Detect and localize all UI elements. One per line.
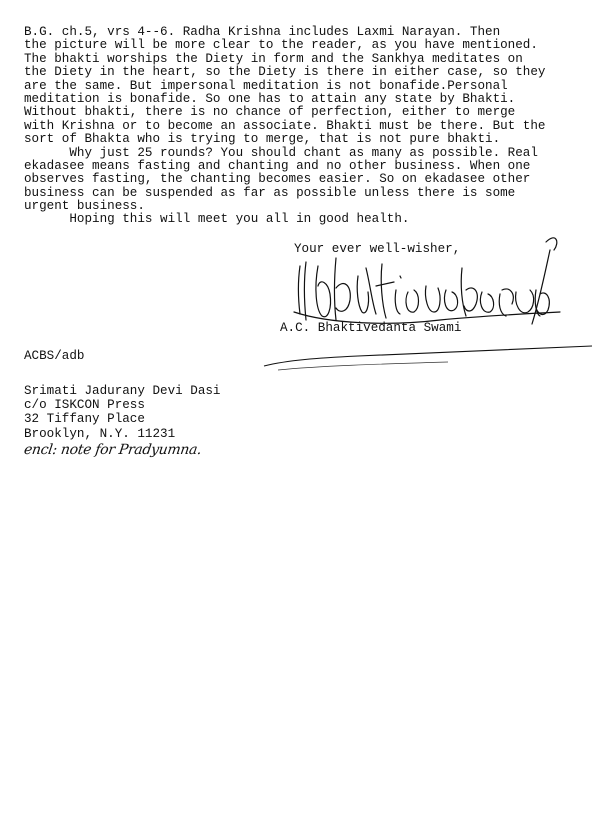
body-line: the picture will be more clear to the reader, as you have mentioned. bbox=[24, 38, 538, 53]
body-line: B.G. ch.5, vrs 4--6. Radha Krishna includes Laxmi Narayan. Then bbox=[24, 25, 501, 39]
body-line: sort of Bhakta who is trying to merge, that is not pure bhakti. bbox=[24, 132, 501, 147]
address-line: 32 Tiffany Place bbox=[24, 412, 145, 427]
letter-body bbox=[24, 26, 594, 227]
signature-flourish-line bbox=[258, 340, 598, 380]
body-line: meditation is bonafide. So one has to attain any state by Bhakti. bbox=[24, 91, 516, 106]
body-line: Hoping this will meet you all in good health. bbox=[24, 212, 410, 227]
body-line: urgent business. bbox=[24, 199, 145, 214]
body-line: ekadasee means fasting and chanting and no other business. When one bbox=[24, 158, 531, 173]
address-line: c/o ISKCON Press bbox=[24, 398, 145, 413]
signatory-name: A.C. Bhaktivedanta Swami bbox=[280, 321, 462, 335]
body-line: are the same. But impersonal meditation is not bonafide.Personal bbox=[24, 78, 508, 93]
body-line: Why just 25 rounds? You should chant as many as possible. Real bbox=[24, 145, 538, 160]
body-line: Without bhakti, there is no chance of perfection, either to merge bbox=[24, 105, 516, 120]
enclosure-note: encl: note for Pradyumna. bbox=[22, 442, 203, 458]
address-line: Brooklyn, N.Y. 11231 bbox=[24, 426, 176, 441]
body-line: business can be suspended as far as possible unless there is some bbox=[24, 185, 516, 200]
reference-initials: ACBS/adb bbox=[24, 349, 85, 363]
body-line: with Krishna or to become an associate. Bhakti must be there. But the bbox=[24, 118, 546, 133]
address-line: Srimati Jadurany Devi Dasi bbox=[24, 384, 221, 398]
closing-salutation: Your ever well-wisher, bbox=[294, 242, 461, 256]
body-line: The bhakti worships the Diety in form and the Sankhya meditates on bbox=[24, 51, 523, 66]
recipient-address bbox=[24, 384, 221, 441]
body-line: observes fasting, the chanting becomes easier. So on ekadasee other bbox=[24, 172, 531, 187]
body-line: the Diety in the heart, so the Diety is there in either case, so they bbox=[24, 65, 546, 80]
